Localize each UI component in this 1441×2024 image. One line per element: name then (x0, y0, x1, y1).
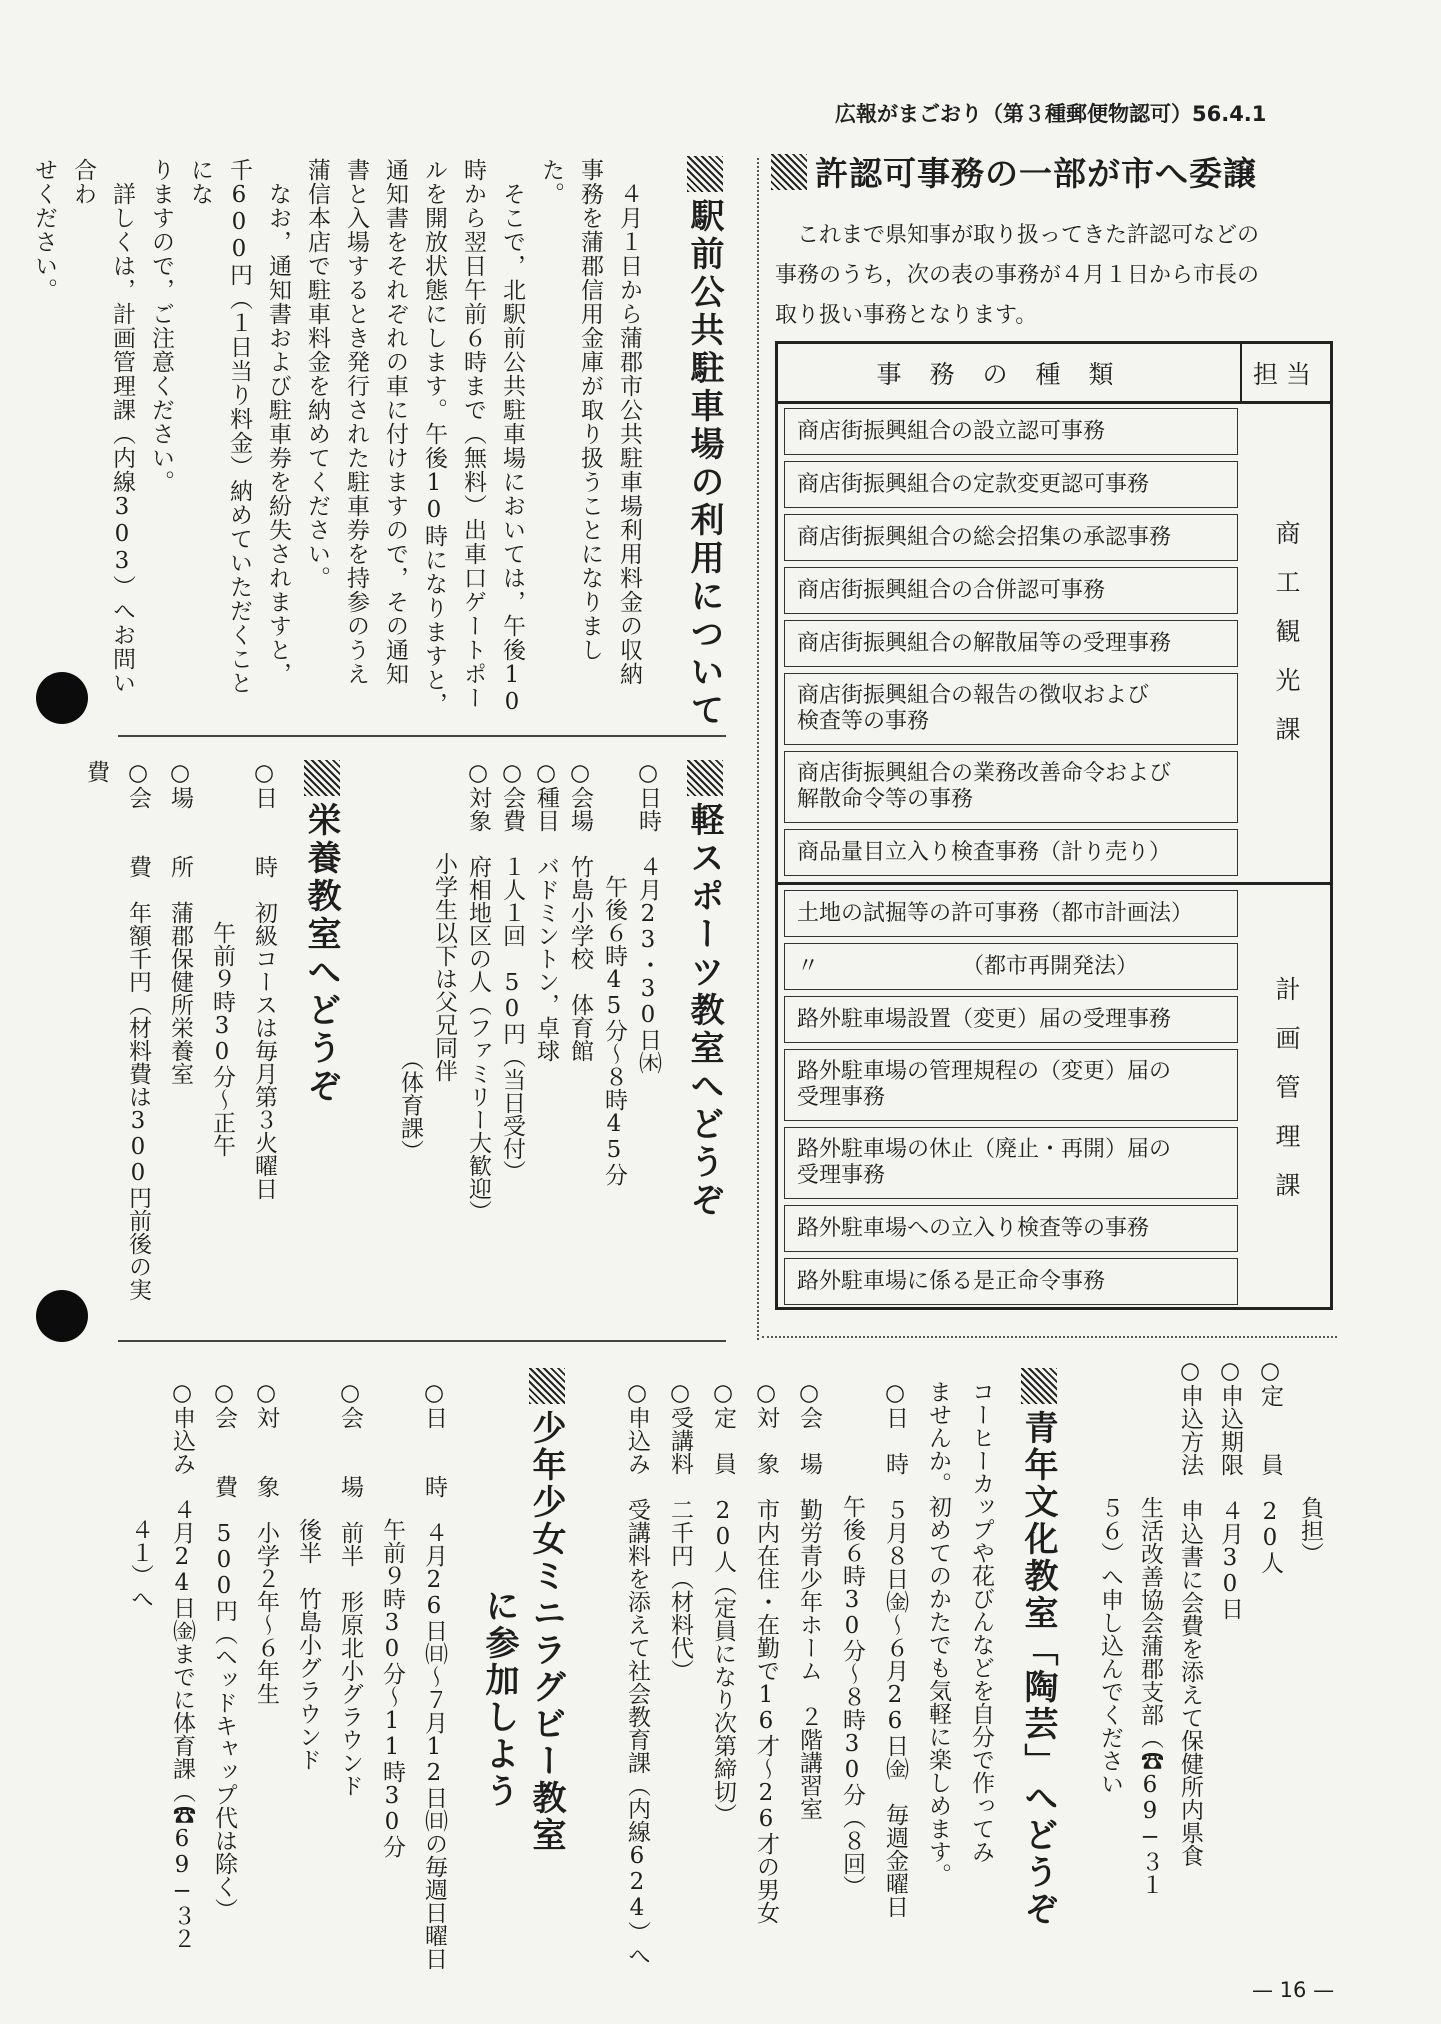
rugby-heading-2: に参加しよう (479, 1588, 519, 1810)
heading-hatch-mark (771, 154, 807, 190)
eiyo-line: ○場 所 蒲郡保健所栄養室 (167, 760, 193, 1085)
tougei-body (612, 1380, 1002, 1980)
sports-line: ○会場 竹島小学校 体育館 (567, 760, 593, 1062)
kyoka-intro-line: 取り扱い事務となります。 (775, 303, 1038, 328)
eiyo-cont-line: 生活改善協会蒲郡支部（☎69−３１ (1137, 1358, 1163, 1896)
sports-line: 午後６時45分〜８時45分 (601, 760, 627, 1186)
parking-line: 詳しくは，計画管理課（内線303）へお問い合わ (70, 158, 135, 695)
tougei-heading (1014, 1368, 1063, 1928)
table-row: 商店街振興組合の設立認可事務 (784, 408, 1238, 455)
eiyo-cont-line: 負担） (1297, 1358, 1323, 1565)
rugby-line: 後半 竹島小グラウンド (295, 1380, 321, 1771)
table-row: 商店街振興組合の合併認可事務 (784, 567, 1238, 614)
tougei-line: ○会 場 勤労青少年ホーム ２階講習室 (796, 1380, 822, 1820)
eiyo-line: ○会 費 年額千円（材料費は300円前後の実費 (83, 760, 151, 1301)
eiyo-heading (297, 760, 346, 1106)
tougei-title: 青年文化教室「陶芸」へどうぞ (1018, 1410, 1058, 1928)
tougei-line: 午後６時30分〜８時30分（８回） (839, 1380, 865, 1898)
eiyo-title: 栄養教室へどうぞ (301, 802, 341, 1106)
table-row: 路外駐車場設置（変更）届の受理事務 (784, 996, 1238, 1043)
rugby-line: ４１）へ (127, 1380, 153, 1610)
section-divider-left-upper (118, 735, 726, 737)
rugby-line: ○対 象 小学２年〜６年生 (253, 1380, 279, 1705)
rugby-line: ○日 時 ４月26日㈰〜７月12日㈰の毎週日曜日 (421, 1380, 447, 1970)
publication-header: 広報がまごおり（第３種郵便物認可）56.4.1 (835, 102, 1267, 126)
kyoka-intro (775, 216, 1259, 336)
heading-hatch-mark (529, 1368, 565, 1404)
parking-line: せください。 (31, 158, 57, 302)
heading-hatch-mark (687, 760, 723, 796)
sports-heading (680, 760, 729, 1220)
parking-line: ４月１日から蒲郡市公共駐車場利用料金の収納 (616, 158, 642, 686)
parking-line: 通知書をそれぞれの車に付けますので，その通知 (382, 158, 408, 686)
parking-line: 事務を蒲郡信用金庫が取り扱うことになりまし (577, 158, 603, 662)
table-row: 路外駐車場に係る是正命令事務 (784, 1258, 1238, 1305)
table-row: 商品量目立入り検査事務（計り売り） (784, 829, 1238, 876)
table-row: 商店街振興組合の定款変更認可事務 (784, 461, 1238, 508)
rugby-line: ○会 費 500円（ヘッドキャップ代は除く） (211, 1380, 237, 1921)
sports-line: ○種目 バドミントン，卓球 (533, 760, 559, 1062)
table-row: 商店街振興組合の総会招集の承認事務 (784, 514, 1238, 561)
tougei-line: ○受講料 二千円（材料代） (667, 1380, 693, 1682)
eiyo-cont-line: ５６）へ申し込んでください (1097, 1358, 1123, 1795)
sports-body (385, 760, 665, 1320)
eiyo-cont-line: ○定 員 20人 (1257, 1358, 1283, 1574)
table-row: 土地の試掘等の許可事務（都市計画法） (784, 890, 1238, 937)
sports-title: 軽スポーツ教室へどうぞ (684, 802, 724, 1220)
eiyo-cont-line: ○申込期限 ４月30日 (1217, 1358, 1243, 1620)
kyoka-intro-line: これまで県知事が取り扱ってきた許認可などの (797, 223, 1260, 248)
parking-line: 時から翌日午前６時まで（無料）出車口ゲートポー (460, 158, 486, 710)
kyoka-title: 許認可事務の一部が市へ委譲 (815, 154, 1257, 193)
kyoka-intro-line: 事務のうち，次の表の事務が４月１日から市長の (775, 263, 1260, 288)
parking-line: そこで，北駅前公共駐車場においては，午後10 (499, 158, 525, 716)
group-divider (778, 882, 1330, 885)
column-divider (757, 158, 759, 1340)
tougei-line: コーヒーカップや花びんなどを自分で作ってみ (968, 1380, 994, 1863)
section-divider-left-lower (118, 1340, 726, 1342)
parking-line: 書と入場するとき発行された駐車券を持参のうえ (343, 158, 369, 686)
dept-shoko-kanko: 商工観光課 (1272, 519, 1301, 765)
eiyo-cont-line: ○申込方法 申込書に会費を添えて保健所内県食 (1177, 1358, 1203, 1867)
parking-line: た。 (538, 158, 564, 206)
heading-hatch-mark (1021, 1368, 1057, 1404)
eiyo-line: ○日 時 初級コースは毎月第３火曜日 (251, 760, 277, 1200)
sports-line: ○対象 府相地区の人（ファミリー大歓迎） (465, 760, 491, 1223)
rugby-line: ○申込み ４月24日㈮までに体育課（☎69−３２ (169, 1380, 195, 1950)
rugby-body (115, 1380, 455, 1980)
parking-line: りますので，ご注意ください。 (148, 158, 174, 494)
page-number: — 16 — (1252, 1978, 1335, 2002)
jimu-table (775, 341, 1333, 1310)
rugby-line: ○会 場 前半 形原北小グラウンド (337, 1380, 363, 1797)
table-row: 商店街振興組合の業務改善命令および 解散命令等の事務 (784, 751, 1238, 823)
tougei-line: ○定 員 20人（定員になり次第締切） (710, 1380, 736, 1826)
parking-title: 駅前公共駐車場の利用について (684, 198, 724, 730)
heading-hatch-mark (304, 760, 340, 796)
sports-line: ○日時 ４月23・30日㈭ (635, 760, 661, 1074)
kyoka-heading (771, 148, 1257, 195)
table-row: 商店街振興組合の解散届等の受理事務 (784, 620, 1238, 667)
tougei-line: ○対 象 市内在住・在勤で16才〜26才の男女 (753, 1380, 779, 1924)
sports-line: （体育課） (397, 760, 423, 1163)
parking-line: ルを開放状態にします。午後10時になりますと， (421, 158, 447, 716)
table-row: 商店街振興組合の報告の徴収および 検査等の事務 (784, 673, 1238, 745)
eiyo-cont-body (1090, 1358, 1330, 1958)
heading-hatch-mark (687, 156, 723, 192)
parking-line: 蒲信本店で駐車料金を納めてください。 (304, 158, 330, 590)
section-divider-right (762, 1336, 1337, 1338)
sports-line: 小学生以下は父兄同伴 (431, 760, 457, 1082)
rugby-line: 午前９時30分〜11時30分 (379, 1380, 405, 1858)
table-header (778, 344, 1330, 404)
table-row: 路外駐車場の休止（廃止・再開）届の 受理事務 (784, 1127, 1238, 1199)
parking-line: 千600円（１日当り料金）納めていただくことにな (187, 158, 252, 695)
parking-heading (680, 156, 729, 730)
rugby-heading (522, 1368, 571, 1854)
table-row: 路外駐車場の管理規程の（変更）届の 受理事務 (784, 1049, 1238, 1121)
header-tanto: 担当 (1252, 359, 1319, 389)
table-row: 路外駐車場への立入り検査等の事務 (784, 1205, 1238, 1252)
rugby-title-1: 少年少女ミニラグビー教室 (526, 1410, 566, 1854)
table-row: 〃 （都市再開発法） (784, 943, 1238, 990)
tougei-line: ○日 時 ５月８日㈮〜６月26日㈮ 毎週金曜日 (882, 1380, 908, 1918)
eiyo-line: 午前９時30分〜正午 (209, 760, 235, 1157)
tougei-line: ○申込み 受講料を添えて社会教育課（内線624）へ (624, 1380, 650, 1967)
sports-line: ○会費 １人１回 50円（当日受付） (499, 760, 525, 1183)
eiyo-body (83, 760, 285, 1320)
dept-keikaku-kanri: 計画管理課 (1272, 975, 1301, 1221)
tougei-line: ませんか。初めてのかたでも気軽に楽しめます。 (925, 1380, 951, 1886)
parking-body (31, 158, 648, 718)
parking-line: なお，通知書および駐車券を紛失されますと， (265, 158, 291, 686)
header-kind: 事務の種類 (778, 344, 1242, 401)
